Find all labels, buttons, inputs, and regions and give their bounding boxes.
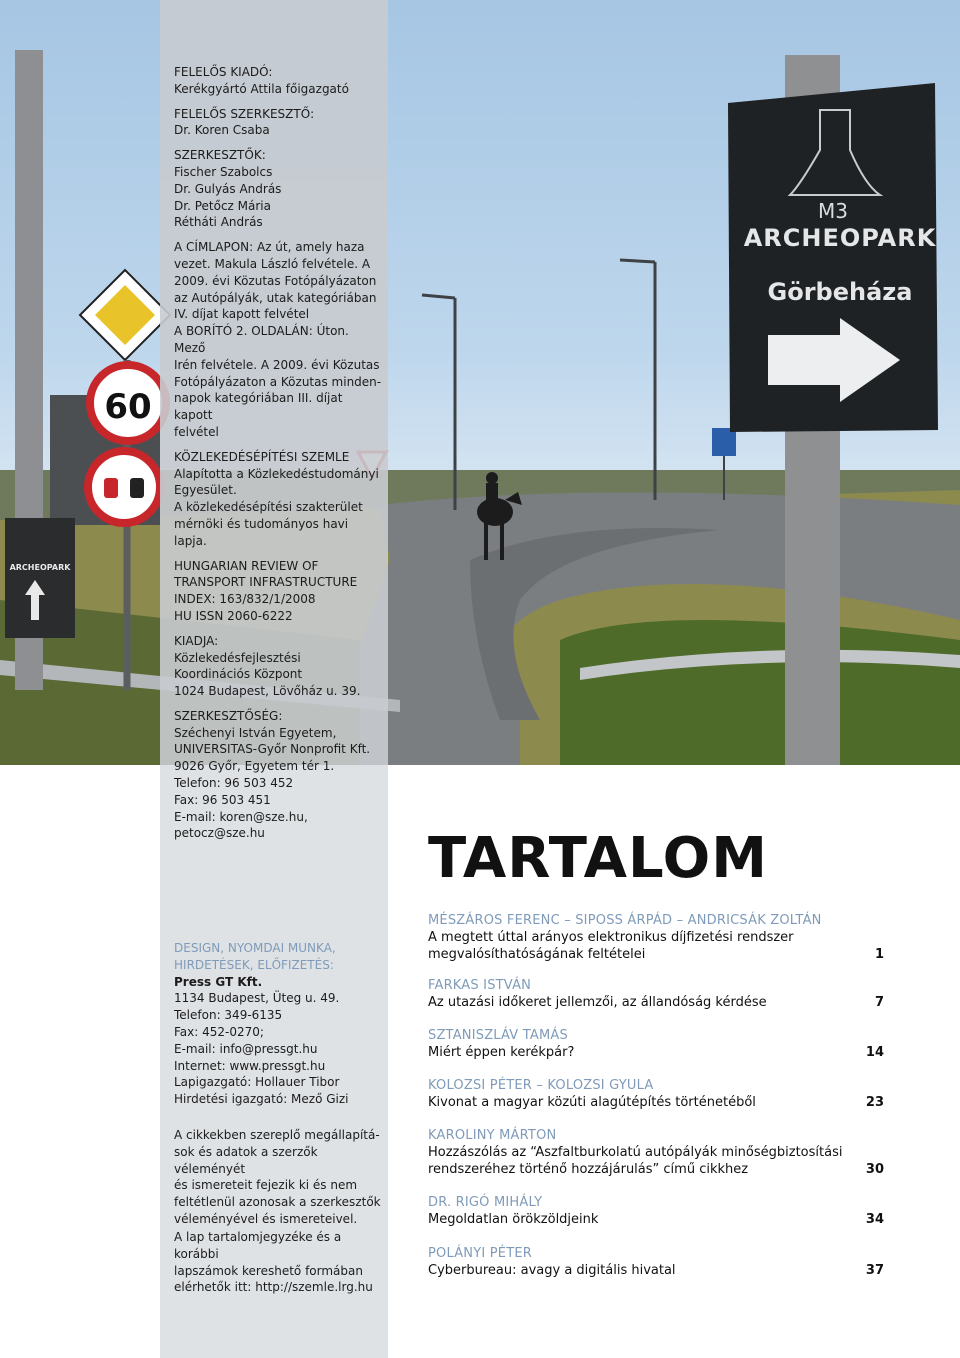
- contact-line: 1134 Budapest, Üteg u. 49.: [174, 991, 340, 1006]
- toc-entry[interactable]: [428, 1077, 886, 1111]
- office-line: Fax: 96 503 451: [174, 792, 271, 807]
- editors-label: SZERKESZTŐK:: [174, 148, 266, 163]
- contact-line: Internet: www.pressgt.hu: [174, 1058, 326, 1073]
- toc-title: rendszeréhez történő hozzájárulás” című cikkhez: [428, 1162, 749, 1177]
- toc-author: MÉSZÁROS FERENC – SIPOSS ÁRPÁD – ANDRICSÁK ZOLTÁN: [428, 913, 822, 928]
- toc-title: Hozzászólás az “Aszfaltburkolatú autópályák minőségbiztosítási: [428, 1145, 843, 1160]
- disclaimer: [174, 1127, 384, 1236]
- cover-line: IV. díjat kapott felvétel: [174, 307, 310, 322]
- toc-title: Az utazási időkeret jellemzői, az állandóság kérdése: [428, 995, 767, 1010]
- office-line: UNIVERSITAS-Győr Nonprofit Kft.: [174, 742, 371, 757]
- toc-title: Miért éppen kerékpár?: [428, 1045, 575, 1060]
- toc-author: FARKAS ISTVÁN: [428, 978, 532, 993]
- cover-line: napok kategóriában III. díjat kapott: [174, 391, 343, 423]
- editor-item: Dr. Petőcz Mária: [174, 198, 271, 213]
- office-line: Széchenyi István Egyetem,: [174, 725, 337, 740]
- small-sign-text: ARCHEOPARK: [9, 563, 71, 572]
- office-line: Telefon: 96 503 452: [174, 776, 294, 791]
- archive-note: [174, 1229, 384, 1304]
- disclaimer-line: véleményével és ismereteivel.: [174, 1211, 358, 1226]
- office-info: [174, 708, 384, 842]
- disclaimer-line: és ismereteit fejezik ki és nem: [174, 1178, 358, 1193]
- toc-author: KOLOZSI PÉTER – KOLOZSI GYULA: [428, 1078, 654, 1093]
- disclaimer-line: A cikkekben szereplő megállapítá-: [174, 1128, 380, 1142]
- journal-line: KÖZLEKEDÉSÉPÍTÉSI SZEMLE: [174, 449, 350, 464]
- office-line: 9026 Győr, Egyetem tér 1.: [174, 759, 335, 774]
- issuer-line: 1024 Budapest, Lövőház u. 39.: [174, 684, 361, 699]
- toc-entry[interactable]: [428, 977, 886, 1011]
- cover-line: Fotópályázaton a Közutas minden-: [174, 374, 382, 389]
- page-title: TARTALOM: [428, 826, 769, 891]
- archive-line: A lap tartalomjegyzéke és a korábbi: [174, 1230, 342, 1261]
- toc-page-number: 14: [865, 1045, 884, 1060]
- cover-line: felvétel: [174, 424, 219, 439]
- toc-page-number: 23: [865, 1095, 884, 1110]
- toc-entry[interactable]: [428, 1245, 886, 1279]
- toc-author: KAROLINY MÁRTON: [428, 1128, 557, 1143]
- archive-line: elérhetők itt: http://szemle.lrg.hu: [174, 1280, 373, 1295]
- publisher-name: Kerékgyártó Attila főigazgató: [174, 81, 349, 96]
- toc-page-number: 37: [865, 1263, 884, 1278]
- sign-brand-text: M3: [818, 199, 848, 223]
- design-label: DESIGN, NYOMDAI MUNKA,: [174, 941, 336, 955]
- toc-page-number: 34: [865, 1212, 884, 1227]
- toc-page-number: 30: [865, 1162, 884, 1177]
- review-line: TRANSPORT INFRASTRUCTURE: [174, 575, 358, 590]
- review-line: INDEX: 163/832/1/2008: [174, 592, 316, 607]
- editor-item: Dr. Gulyás András: [174, 181, 282, 196]
- toc-entry[interactable]: [428, 1194, 886, 1228]
- journal-line: mérnöki és tudományos havi lapja.: [174, 516, 349, 548]
- publisher-contact: [174, 940, 384, 1116]
- issuer-line: Koordinációs Központ: [174, 667, 303, 682]
- toc-title: Megoldatlan örökzöldjeink: [428, 1212, 599, 1227]
- toc-title: A megtett úttal arányos elektronikus díjfizetési rendszer: [428, 930, 794, 945]
- toc-page-number: 7: [874, 995, 884, 1010]
- journal-info: [174, 449, 384, 550]
- toc-entry[interactable]: [428, 1127, 886, 1178]
- office-line: SZERKESZTŐSÉG:: [174, 708, 283, 723]
- editor-item: Rétháti András: [174, 215, 263, 230]
- cover-line: A CÍMLAPON: Az út, amely haza: [174, 240, 365, 255]
- toc-entry[interactable]: [428, 1027, 886, 1061]
- journal-line: A közlekedésépítési szakterület: [174, 500, 363, 515]
- publisher-label: FELELŐS KIADÓ:: [174, 65, 273, 79]
- contact-line: Fax: 452-0270;: [174, 1024, 264, 1039]
- cover-line: A BORÍTÓ 2. OLDALÁN: Úton. Mező: [174, 324, 349, 355]
- toc-author: DR. RIGÓ MIHÁLY: [428, 1195, 543, 1210]
- archive-line: lapszámok kereshető formában: [174, 1263, 363, 1278]
- toc-author: POLÁNYI PÉTER: [428, 1246, 532, 1261]
- review-line: HUNGARIAN REVIEW OF: [174, 558, 319, 573]
- toc-entry[interactable]: [428, 912, 886, 963]
- cover-line: az Autópályák, utak kategóriában: [174, 290, 377, 305]
- office-line: E-mail: koren@sze.hu, petocz@sze.hu: [174, 809, 308, 841]
- toc-page-number: 1: [874, 947, 884, 962]
- speed-limit-text: 60: [104, 387, 152, 427]
- editor-label: FELELŐS SZERKESZTŐ:: [174, 106, 315, 121]
- sign-place-text: Görbeháza: [767, 278, 913, 306]
- contact-line: Telefon: 349-6135: [174, 1008, 283, 1023]
- cover-line: vezet. Makula László felvétele. A: [174, 256, 371, 271]
- sign-park-text: ARCHEOPARK: [743, 224, 937, 252]
- review-line: HU ISSN 2060-6222: [174, 608, 293, 623]
- journal-line: Alapította a Közlekedéstudományi: [174, 466, 379, 481]
- issuer-line: Közlekedésfejlesztési: [174, 650, 301, 665]
- disclaimer-line: feltétlenül azonosak a szerkesztők: [174, 1195, 381, 1210]
- issuer-info: [174, 633, 384, 700]
- contact-line: Lapigazgató: Hollauer Tibor: [174, 1075, 340, 1090]
- company-name: Press GT Kft.: [174, 974, 263, 989]
- toc-title: megvalósíthatóságának feltételei: [428, 947, 646, 962]
- issuer-line: KIADJA:: [174, 633, 219, 648]
- toc-author: SZTANISZLÁV TAMÁS: [428, 1028, 568, 1043]
- masthead: [174, 64, 384, 850]
- review-info: [174, 558, 384, 625]
- cover-line: 2009. évi Közutas Fotópályázaton: [174, 273, 377, 288]
- cover-credits: [174, 239, 384, 441]
- contact-line: Hirdetési igazgató: Mező Gizi: [174, 1092, 349, 1107]
- design-label-2: HIRDETÉSEK, ELŐFIZETÉS:: [174, 957, 334, 972]
- editor-item: Fischer Szabolcs: [174, 164, 273, 179]
- disclaimer-line: sok és adatok a szerzők véleményét: [174, 1144, 318, 1176]
- journal-line: Egyesület.: [174, 483, 237, 498]
- contact-line: E-mail: info@pressgt.hu: [174, 1041, 318, 1056]
- toc-title: Cyberbureau: avagy a digitális hivatal: [428, 1263, 676, 1278]
- cover-line: Irén felvétele. A 2009. évi Közutas: [174, 357, 380, 372]
- toc-title: Kivonat a magyar közúti alagútépítés történetéből: [428, 1095, 756, 1110]
- editor-name: Dr. Koren Csaba: [174, 123, 270, 138]
